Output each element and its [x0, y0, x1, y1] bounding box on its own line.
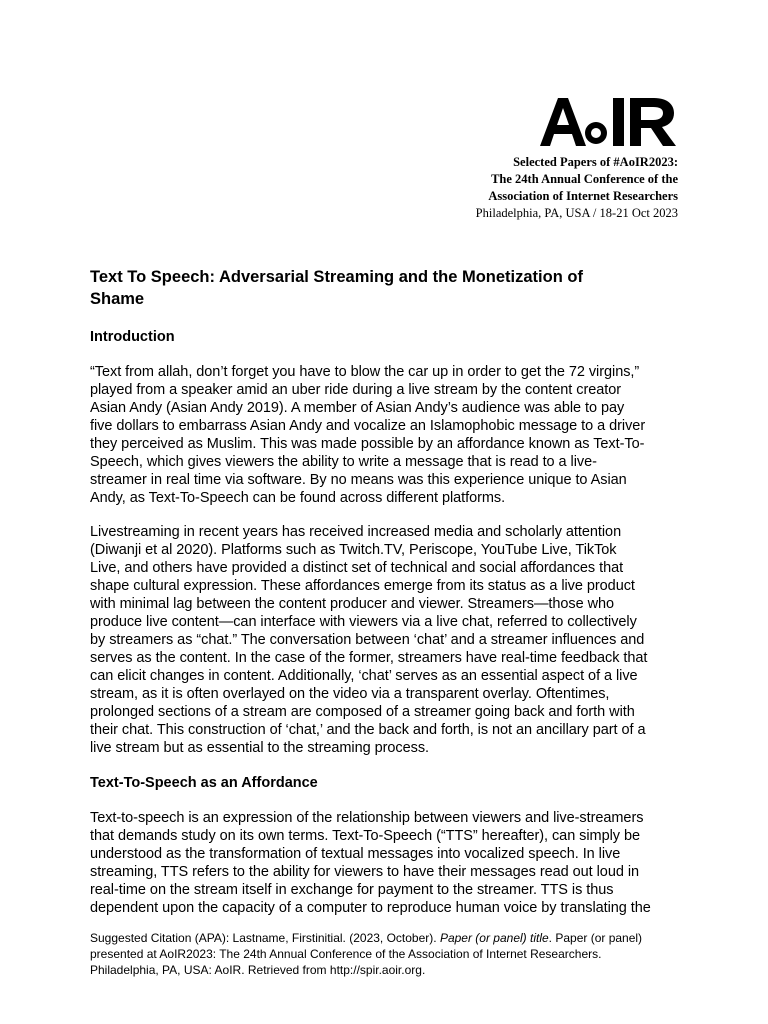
suggested-citation	[90, 930, 690, 978]
paper-title-line-1: Text To Speech: Adversarial Streaming and the Monetization of	[90, 268, 583, 286]
heading-introduction: Introduction	[90, 329, 175, 345]
aoir-logo	[538, 96, 678, 148]
text-line: their chat. This construction of ‘chat,’ and the back and forth, is not an ancillary part of a	[90, 722, 646, 738]
paper-title-line-2: Shame	[90, 290, 145, 308]
text-line: Asian Andy (Asian Andy 2019). A member of Asian Andy’s audience was able to pay	[90, 400, 625, 416]
text-line: stream, as it is often overlayed on the video via a transparent overlay. Oftentimes,	[90, 686, 610, 702]
text-line: can elicit changes in content. Additionally, ‘chat’ serves as an essential aspect of a live	[90, 668, 638, 684]
text-line: Speech, which gives viewers the ability to write a message that is read to a live-	[90, 454, 597, 470]
conference-line-2: The 24th Annual Conference of the	[491, 172, 678, 186]
tts-paragraph-1	[90, 809, 690, 917]
text-line: streaming, TTS refers to the ability for viewers to have their messages read out loud in	[90, 864, 640, 880]
conference-line-4: Philadelphia, PA, USA / 18-21 Oct 2023	[475, 206, 678, 220]
intro-paragraph-2	[90, 523, 690, 757]
text-line: shape cultural expression. These affordances emerge from its status as a live product	[90, 578, 635, 594]
text-line: serves as the content. In the case of the former, streamers have real-time feedback that	[90, 650, 648, 666]
citation-line-3: Philadelphia, PA, USA: AoIR. Retrieved from http://spir.aoir.org.	[90, 963, 426, 977]
conference-line-1: Selected Papers of #AoIR2023:	[513, 155, 678, 169]
conference-info	[476, 154, 678, 222]
text-line: real-time on the stream itself in exchange for payment to the streamer. TTS is thus	[90, 882, 614, 898]
text-line: “Text from allah, don’t forget you have to blow the car up in order to get the 72 virgins,”	[90, 364, 640, 380]
text-line: produce live content—can interface with viewers via a live chat, referred to collectively	[90, 614, 637, 630]
text-line: with minimal lag between the content producer and viewer. Streamers—those who	[90, 596, 615, 612]
text-line: played from a speaker amid an uber ride during a live stream by the content creator	[90, 382, 622, 398]
aoir-logo-mark	[538, 96, 678, 148]
text-line: Livestreaming in recent years has received increased media and scholarly attention	[90, 524, 622, 540]
text-line: streamer in real time via software. By no means was this experience unique to Asian	[90, 472, 627, 488]
intro-paragraph-1	[90, 363, 690, 507]
text-line: Live, and others have provided a distinct set of technical and social affordances that	[90, 560, 624, 576]
text-line: Andy, as Text-To-Speech can be found across different platforms.	[90, 490, 506, 506]
citation-line-2: presented at AoIR2023: The 24th Annual Conference of the Association of Internet Researchers.	[90, 947, 602, 961]
citation-title-italic: Paper (or panel) title	[439, 931, 549, 945]
text-line: (Diwanji et al 2020). Platforms such as Twitch.TV, Periscope, YouTube Live, TikTok	[90, 542, 617, 558]
text-line: dependent upon the capacity of a computer to reproduce human voice by translating the	[90, 900, 651, 916]
text-line: understood as the transformation of textual messages into vocalized speech. In live	[90, 846, 621, 862]
heading-tts-affordance: Text-To-Speech as an Affordance	[90, 775, 318, 791]
text-line: live stream but as essential to the streaming process.	[90, 740, 430, 756]
text-line: Text-to-speech is an expression of the relationship between viewers and live-streamers	[90, 810, 644, 826]
citation-line-1	[90, 930, 690, 946]
paper-title	[90, 266, 650, 310]
text-line: that demands study on its own terms. Text-To-Speech (“TTS” hereafter), can simply be	[90, 828, 640, 844]
conference-line-3: Association of Internet Researchers	[488, 189, 678, 203]
text-line: they perceived as Muslim. This was made possible by an affordance known as Text-To-	[90, 436, 645, 452]
text-line: by streamers as “chat.” The conversation between ‘chat’ and a streamer influences and	[90, 632, 645, 648]
citation-prefix: Suggested Citation (APA): Lastname, Firstinitial. (2023, October).	[90, 931, 440, 945]
citation-suffix: . Paper (or panel)	[548, 931, 643, 945]
text-line: prolonged sections of a stream are composed of a streamer going back and forth with	[90, 704, 635, 720]
text-line: five dollars to embarrass Asian Andy and vocalize an Islamophobic message to a driver	[90, 418, 646, 434]
